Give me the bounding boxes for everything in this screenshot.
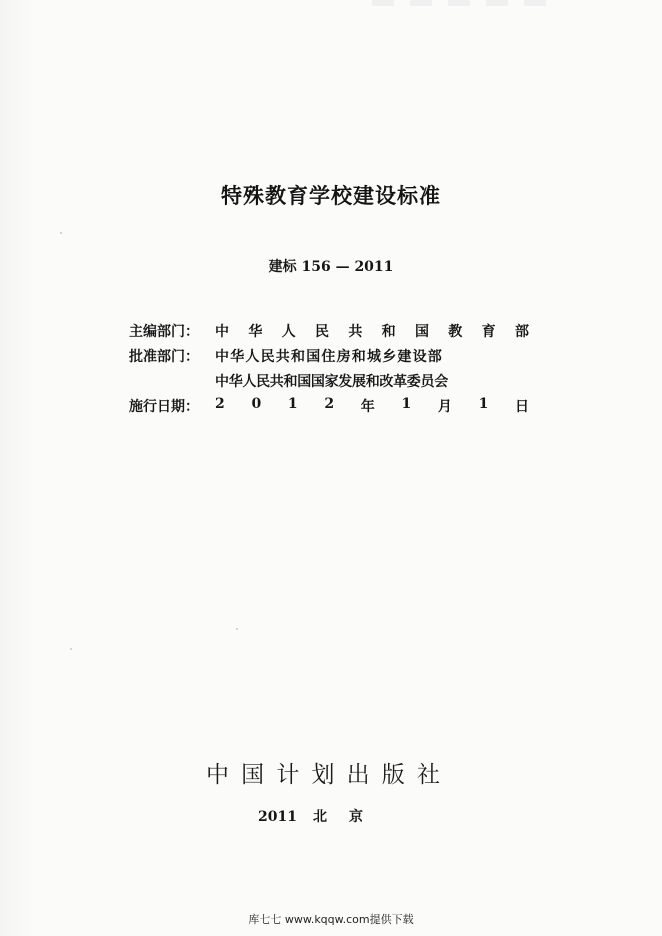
approver-value-1: 中华人民共和国住房和城乡建设部	[215, 348, 443, 365]
publisher-char: 社	[416, 762, 440, 788]
document-title: 特殊教育学校建设标准	[221, 184, 441, 208]
editor-char: 民	[314, 323, 329, 340]
publisher-char: 出	[346, 762, 370, 788]
editor-char: 和	[381, 323, 396, 340]
editor-char: 中	[215, 323, 229, 340]
effective-char: 月	[437, 398, 452, 415]
standard-code: 建标 156 — 2011	[268, 259, 394, 275]
publication-info-block	[129, 318, 529, 418]
scan-speck	[70, 648, 72, 650]
publisher-char: 中	[206, 762, 229, 788]
effective-char: 日	[515, 398, 529, 415]
scan-speck	[236, 628, 238, 630]
approver-label: 批准部门：	[129, 348, 199, 365]
publication-year: 2011	[258, 809, 297, 825]
effective-row	[129, 393, 529, 418]
editor-char: 人	[281, 323, 296, 340]
approver-value-2: 中华人民共和国国家发展和改革委员会	[215, 373, 448, 390]
editor-char: 教	[448, 323, 463, 340]
editor-char: 育	[481, 323, 496, 340]
editor-char: 共	[348, 323, 363, 340]
effective-char: 1	[478, 395, 489, 412]
page-edge-shadow	[0, 0, 34, 936]
editor-char: 华	[248, 323, 263, 340]
effective-label: 施行日期：	[129, 398, 199, 415]
effective-char: 0	[251, 395, 262, 412]
publisher-char: 计	[276, 762, 300, 788]
publisher-char: 划	[311, 762, 335, 788]
editor-char: 部	[514, 323, 529, 340]
effective-char: 1	[287, 395, 298, 412]
publication-city: 北京	[312, 809, 385, 825]
publication-place	[258, 806, 385, 826]
publisher-name	[206, 756, 440, 789]
editor-value	[215, 321, 529, 341]
editor-row	[129, 318, 529, 343]
editor-label: 主编部门：	[129, 323, 199, 340]
download-footer: 库七七 www.kqqw.com提供下载	[248, 913, 414, 926]
publisher-char: 版	[381, 762, 405, 788]
publisher-char: 国	[241, 762, 265, 788]
approver-row	[129, 343, 529, 368]
effective-char: 年	[360, 398, 375, 415]
effective-char: 2	[215, 395, 225, 412]
bleed-through-marks	[372, 0, 562, 6]
effective-char: 1	[401, 395, 412, 412]
scan-speck	[60, 232, 62, 234]
editor-char: 国	[414, 323, 429, 340]
approver-row-2	[129, 368, 529, 393]
effective-value	[215, 396, 529, 416]
effective-char: 2	[324, 395, 335, 412]
